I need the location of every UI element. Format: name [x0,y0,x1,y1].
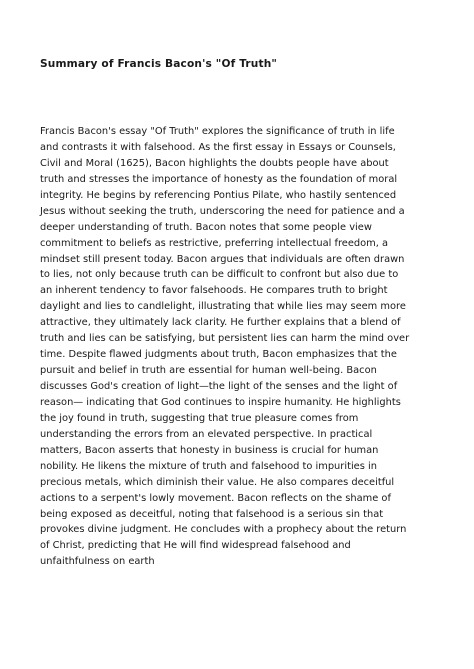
body-text-line: an inherent tendency to favor falsehoods. He compares truth to bright [40,285,388,297]
body-text-line: integrity. He begins by referencing Pontius Pilate, who hastily sentenced [40,189,397,201]
document-title: Summary of Francis Bacon's "Of Truth" [40,58,278,70]
body-text-line: and contrasts it with falsehood. As the first essay in Essays or Counsels, [40,141,396,153]
body-text-line: unfaithfulness on earth [40,556,155,568]
body-text-line: truth and lies can be satisfying, but persistent lies can harm the mind over [40,333,410,345]
body-text-line: being exposed as deceitful, noting that falsehood is a serious sin that [40,508,384,520]
body-text-line: the joy found in truth, suggesting that true pleasure comes from [40,412,359,424]
body-text-line: mindset still present today. Bacon argues that individuals are often drawn [40,253,405,265]
body-text-line: deeper understanding of truth. Bacon notes that some people view [40,221,372,233]
body-text-line: pursuit and belief in truth are essential for human well-being. Bacon [40,365,377,377]
body-text-line: attractive, they ultimately lack clarity. He further explains that a blend of [40,317,401,329]
body-text-line: matters, Bacon asserts that honesty in business is crucial for human [40,444,379,456]
document-body [40,124,460,570]
body-text-line: of Christ, predicting that He will find widespread falsehood and [40,540,351,552]
body-text-line: Francis Bacon's essay "Of Truth" explores the significance of truth in life [40,126,395,137]
body-text-line: precious metals, which diminish their value. He also compares deceitful [40,476,395,488]
body-text-line: to lies, not only because truth can be difficult to confront but also due to [40,269,399,281]
body-text-line: commitment to beliefs as restrictive, preferring intellectual freedom, a [40,237,389,249]
body-text-line: time. Despite flawed judgments about truth, Bacon emphasizes that the [40,349,397,361]
body-text-line: truth and stresses the importance of honesty as the foundation of moral [40,173,398,185]
body-text-line: nobility. He likens the mixture of truth and falsehood to impurities in [40,460,377,472]
body-text-line: actions to a serpent's lowly movement. Bacon reflects on the shame of [40,492,391,504]
body-text-line: understanding the errors from an elevated perspective. In practical [40,428,373,440]
body-text-line: discusses God's creation of light—the light of the senses and the light of [40,381,398,392]
body-text-line: Jesus without seeking the truth, underscoring the need for patience and a [40,205,405,217]
body-text-line: Civil and Moral (1625), Bacon highlights the doubts people have about [40,157,389,169]
body-text-line: daylight and lies to candlelight, illustrating that while lies may seem more [40,301,406,313]
body-text-line: reason— indicating that God continues to inspire humanity. He highlights [40,396,401,408]
body-text-line: provokes divine judgment. He concludes with a prophecy about the return [40,524,407,536]
